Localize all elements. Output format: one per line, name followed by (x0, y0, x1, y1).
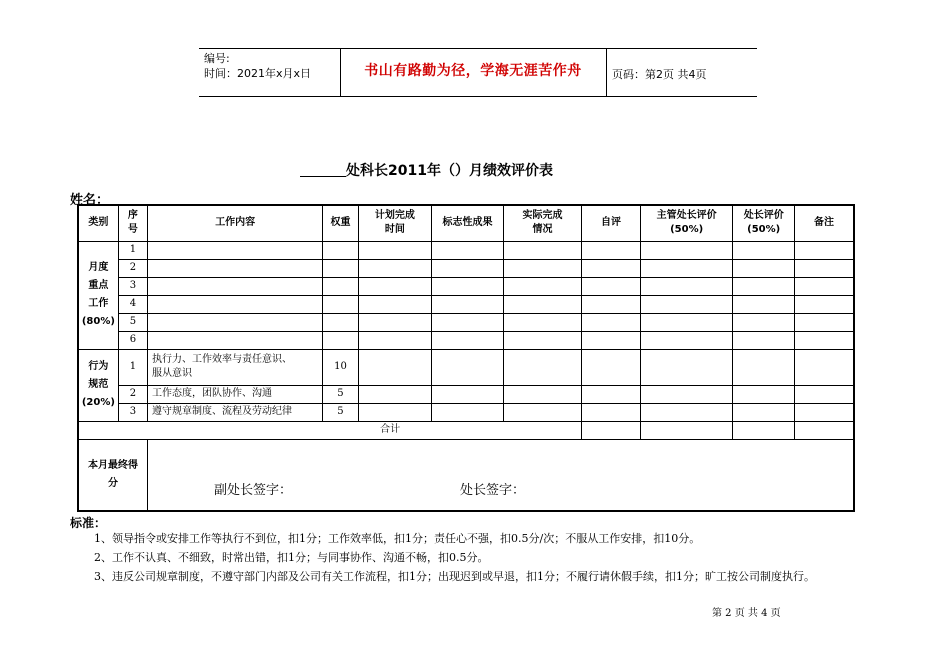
behavior-content: 执行力、工作效率与责任意识、 服从意识 (148, 349, 323, 385)
motto-text: 书山有路勤为径，学海无涯苦作舟 (364, 63, 582, 79)
behavior-weight: 5 (323, 403, 358, 421)
remarks-cell[interactable] (794, 313, 854, 331)
work-content-cell[interactable] (148, 259, 323, 277)
self-eval-cell[interactable] (582, 277, 640, 295)
header-weight: 权重 (323, 205, 358, 241)
header-milestone: 标志性成果 (432, 205, 504, 241)
chief-eval-cell[interactable] (733, 259, 794, 277)
planned-time-cell[interactable] (358, 241, 432, 259)
planned-time-cell[interactable] (358, 295, 432, 313)
table-row (78, 241, 854, 259)
total-cell-supervisor[interactable] (640, 421, 733, 439)
actual-status-cell[interactable] (503, 349, 582, 385)
weight-cell[interactable] (323, 277, 358, 295)
table-row (78, 403, 854, 421)
milestone-cell[interactable] (432, 331, 504, 349)
planned-time-cell[interactable] (358, 349, 432, 385)
remarks-cell[interactable] (794, 349, 854, 385)
supervisor-eval-cell[interactable] (640, 385, 733, 403)
weight-cell[interactable] (323, 259, 358, 277)
chief-eval-cell[interactable] (733, 295, 794, 313)
self-eval-cell[interactable] (582, 385, 640, 403)
work-content-cell[interactable] (148, 313, 323, 331)
row-number: 1 (118, 241, 147, 259)
time-label: 时间：2021年x月x日 (204, 67, 312, 80)
total-cell-chief[interactable] (733, 421, 794, 439)
page-footer: 第 2 页 共 4 页 (712, 608, 781, 619)
row-number: 1 (118, 349, 147, 385)
table-row (78, 313, 854, 331)
remarks-cell[interactable] (794, 277, 854, 295)
page-label: 页码：第2页 共4页 (612, 68, 707, 81)
supervisor-eval-cell[interactable] (640, 349, 733, 385)
work-content-cell[interactable] (148, 241, 323, 259)
actual-status-cell[interactable] (503, 385, 582, 403)
remarks-cell[interactable] (794, 331, 854, 349)
row-number: 6 (118, 331, 147, 349)
table-row (78, 295, 854, 313)
self-eval-cell[interactable] (582, 331, 640, 349)
table-row (78, 349, 854, 385)
behavior-weight: 5 (323, 385, 358, 403)
header-planned-time: 计划完成 时间 (358, 205, 432, 241)
header-remarks: 备注 (794, 205, 854, 241)
planned-time-cell[interactable] (358, 313, 432, 331)
actual-status-cell[interactable] (503, 403, 582, 421)
table-row (78, 385, 854, 403)
header-supervisor-eval: 主管处长评价 (50%) (640, 205, 733, 241)
milestone-cell[interactable] (432, 403, 504, 421)
milestone-cell[interactable] (432, 295, 504, 313)
table-row (78, 259, 854, 277)
form-title (300, 160, 650, 180)
row-number: 2 (118, 259, 147, 277)
work-content-cell[interactable] (148, 331, 323, 349)
actual-status-cell[interactable] (503, 259, 582, 277)
standard-line-2: 2、工作不认真、不细致，时常出错，扣1分；与同事协作、沟通不畅，扣0.5分。 (94, 551, 489, 564)
final-score-label: 本月最终得 分 (78, 439, 148, 511)
chief-eval-cell[interactable] (733, 331, 794, 349)
planned-time-cell[interactable] (358, 385, 432, 403)
weight-cell[interactable] (323, 331, 358, 349)
self-eval-cell[interactable] (582, 259, 640, 277)
actual-status-cell[interactable] (503, 331, 582, 349)
chief-eval-cell[interactable] (733, 385, 794, 403)
category-behavior-norms: 行为 规范 (20%) (78, 349, 118, 421)
title-blank-line (300, 162, 346, 177)
self-eval-cell[interactable] (582, 403, 640, 421)
remarks-cell[interactable] (794, 259, 854, 277)
row-number: 5 (118, 313, 147, 331)
header-chief-eval: 处长评价 (50%) (733, 205, 794, 241)
supervisor-eval-cell[interactable] (640, 331, 733, 349)
milestone-cell[interactable] (432, 313, 504, 331)
supervisor-eval-cell[interactable] (640, 277, 733, 295)
total-label: 合计 (78, 421, 582, 439)
table-row (78, 331, 854, 349)
header-top-rule (199, 48, 757, 49)
milestone-cell[interactable] (432, 385, 504, 403)
work-content-cell[interactable] (148, 295, 323, 313)
row-number: 2 (118, 385, 147, 403)
actual-status-cell[interactable] (503, 277, 582, 295)
behavior-content: 遵守规章制度、流程及劳动纪律 (148, 403, 323, 421)
code-label: 编号: (204, 52, 230, 65)
weight-cell[interactable] (323, 313, 358, 331)
signature-area[interactable] (148, 439, 854, 511)
milestone-cell[interactable] (432, 349, 504, 385)
supervisor-eval-cell[interactable] (640, 313, 733, 331)
chief-eval-cell[interactable] (733, 403, 794, 421)
name-label: 姓名： (70, 193, 110, 208)
supervisor-eval-cell[interactable] (640, 241, 733, 259)
deputy-signature-label: 副处长签字： (214, 482, 293, 498)
remarks-cell[interactable] (794, 385, 854, 403)
self-eval-cell[interactable] (582, 295, 640, 313)
row-number: 3 (118, 277, 147, 295)
row-number: 4 (118, 295, 147, 313)
supervisor-eval-cell[interactable] (640, 259, 733, 277)
behavior-weight: 10 (323, 349, 358, 385)
header-bottom-rule (199, 96, 757, 97)
category-monthly-work: 月度 重点 工作 (80%) (78, 241, 118, 349)
header-actual-status: 实际完成 情况 (503, 205, 582, 241)
total-cell-remarks[interactable] (794, 421, 854, 439)
chief-eval-cell[interactable] (733, 313, 794, 331)
standard-line-3: 3、违反公司规章制度，不遵守部门内部及公司有关工作流程，扣1分；出现迟到或早退，扣1分；不履行请休假手续，扣1分；旷工按公司制度执行。 (94, 570, 815, 583)
chief-signature-label: 处长签字： (460, 482, 526, 498)
table-row (78, 277, 854, 295)
chief-eval-cell[interactable] (733, 277, 794, 295)
final-score-row (78, 439, 854, 511)
supervisor-eval-cell[interactable] (640, 295, 733, 313)
actual-status-cell[interactable] (503, 241, 582, 259)
header-category: 类别 (78, 205, 118, 241)
remarks-cell[interactable] (794, 403, 854, 421)
self-eval-cell[interactable] (582, 313, 640, 331)
planned-time-cell[interactable] (358, 403, 432, 421)
total-cell-self[interactable] (582, 421, 640, 439)
remarks-cell[interactable] (794, 295, 854, 313)
milestone-cell[interactable] (432, 259, 504, 277)
planned-time-cell[interactable] (358, 277, 432, 295)
supervisor-eval-cell[interactable] (640, 403, 733, 421)
actual-status-cell[interactable] (503, 295, 582, 313)
chief-eval-cell[interactable] (733, 349, 794, 385)
table-header-row (78, 205, 854, 241)
header-divider-right (606, 48, 607, 96)
standard-line-1: 1、领导指令或安排工作等执行不到位，扣1分；工作效率低，扣1分；责任心不强，扣0.5分/次；不服从工作安排，扣10分。 (94, 532, 701, 545)
header-number: 序 号 (118, 205, 147, 241)
row-number: 3 (118, 403, 147, 421)
weight-cell[interactable] (323, 241, 358, 259)
remarks-cell[interactable] (794, 241, 854, 259)
work-content-cell[interactable] (148, 277, 323, 295)
planned-time-cell[interactable] (358, 259, 432, 277)
behavior-content: 工作态度，团队协作、沟通 (148, 385, 323, 403)
actual-status-cell[interactable] (503, 313, 582, 331)
evaluation-table (77, 204, 855, 512)
chief-eval-cell[interactable] (733, 241, 794, 259)
standards-label: 标准： (70, 516, 107, 530)
self-eval-cell[interactable] (582, 241, 640, 259)
title-text: 处科长2011年（）月绩效评价表 (346, 163, 553, 179)
header-work-content: 工作内容 (148, 205, 323, 241)
weight-cell[interactable] (323, 295, 358, 313)
planned-time-cell[interactable] (358, 331, 432, 349)
milestone-cell[interactable] (432, 277, 504, 295)
header-self-eval: 自评 (582, 205, 640, 241)
milestone-cell[interactable] (432, 241, 504, 259)
total-row (78, 421, 854, 439)
self-eval-cell[interactable] (582, 349, 640, 385)
